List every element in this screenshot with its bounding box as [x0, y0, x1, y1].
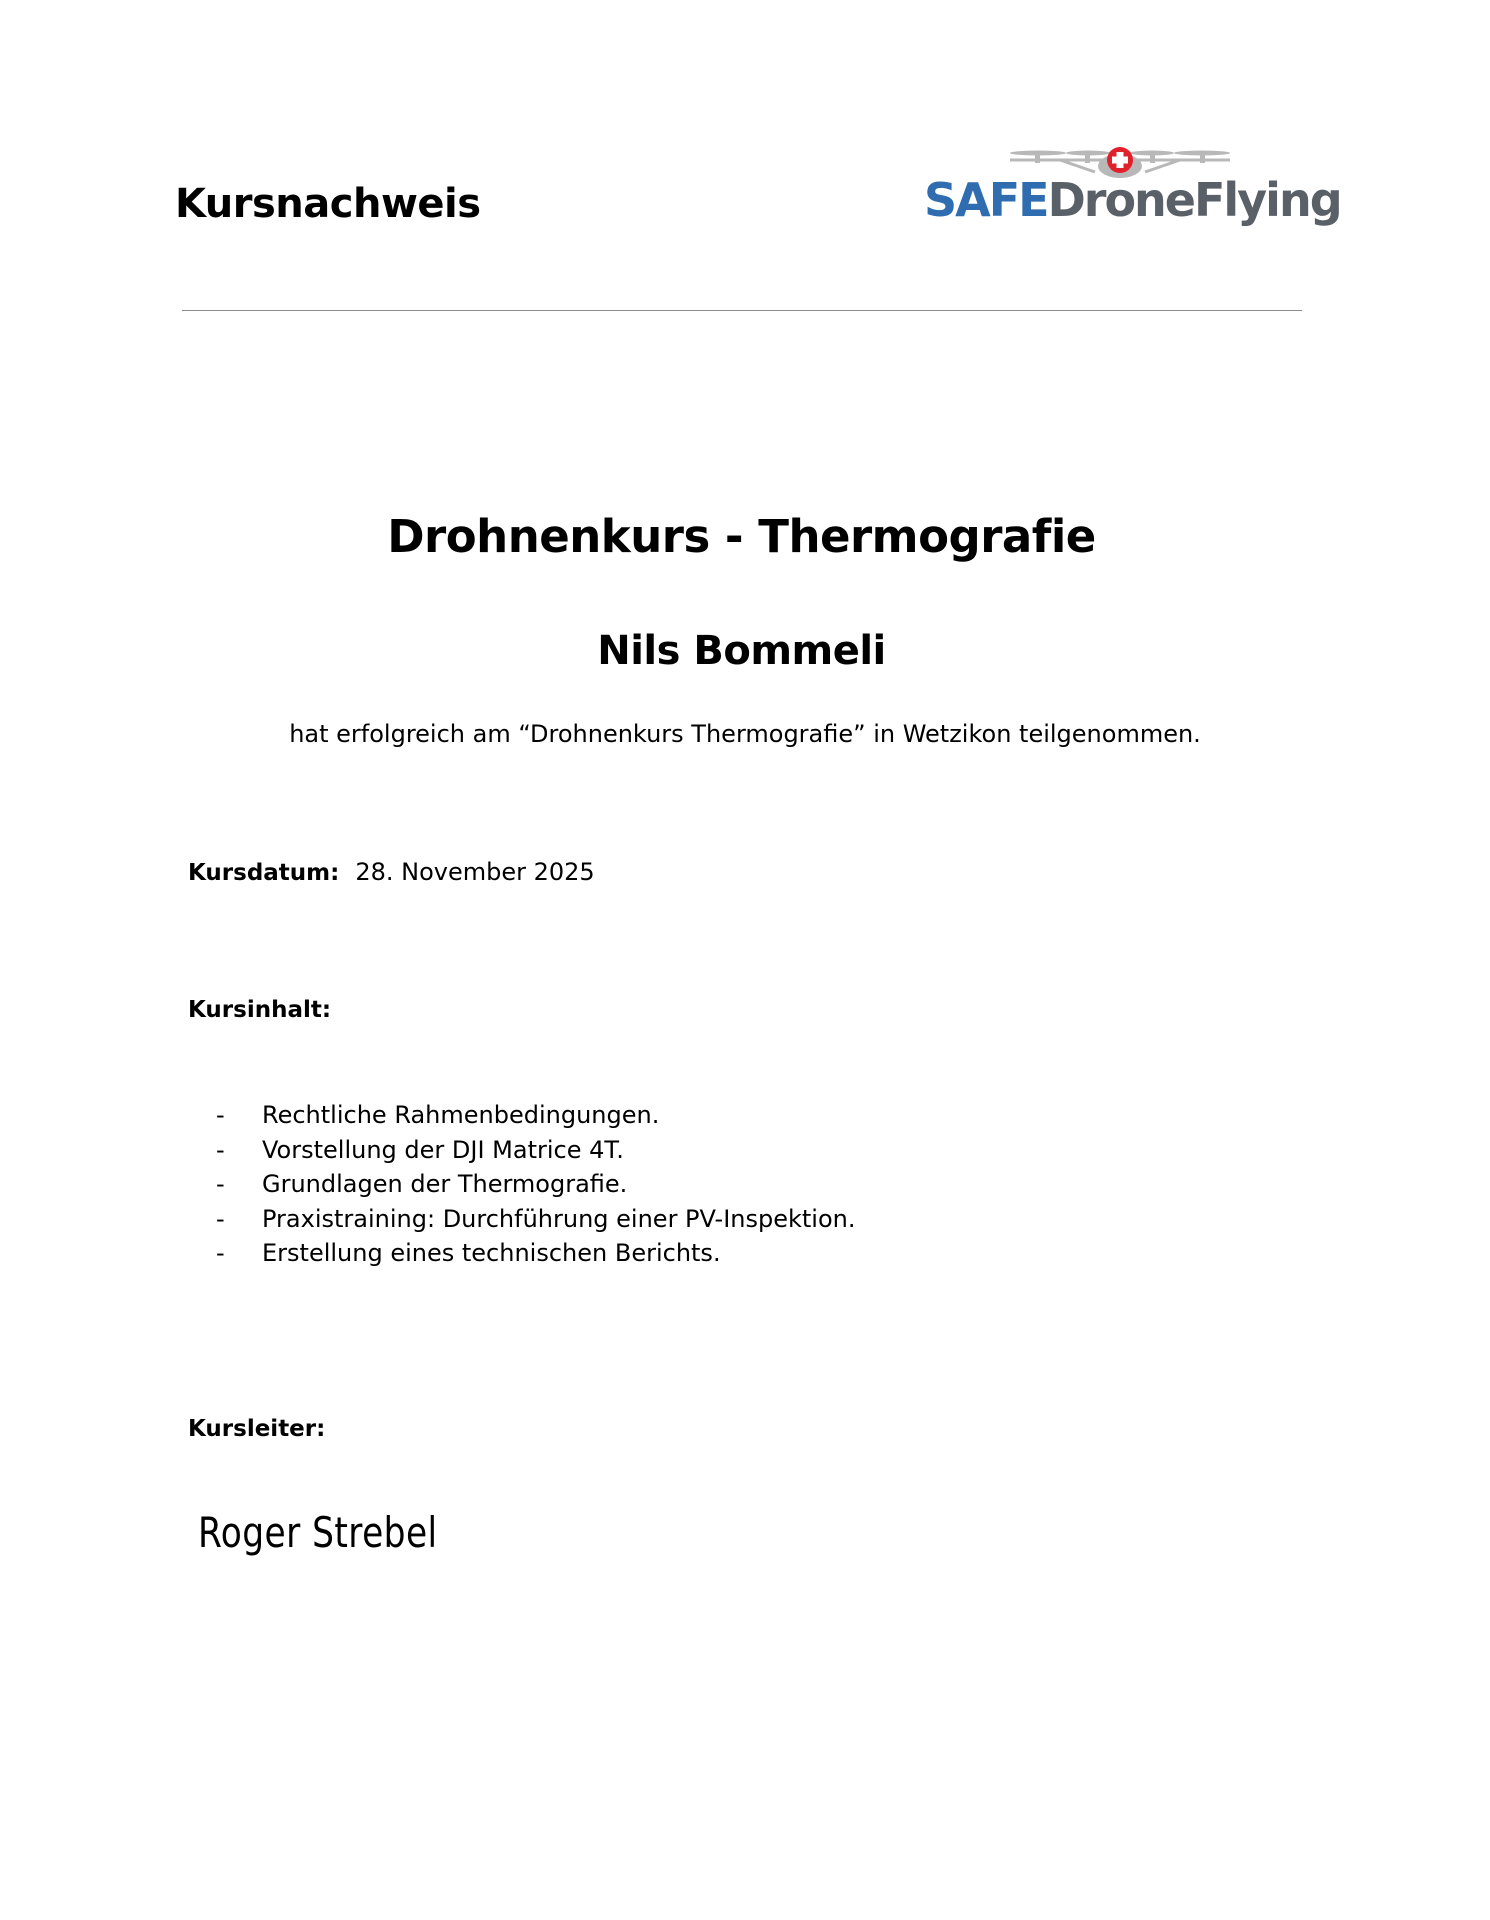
- course-date-value: 28. November 2025: [355, 858, 595, 886]
- logo-text-droneflying: DroneFlying: [1047, 173, 1341, 227]
- list-item-text: Erstellung eines technischen Berichts.: [262, 1239, 721, 1267]
- drone-with-swiss-cross-icon: [920, 138, 1341, 228]
- bullet-dash: -: [216, 1101, 225, 1129]
- list-item-text: Grundlagen der Thermografie.: [262, 1170, 628, 1198]
- header-divider: [182, 310, 1302, 311]
- list-item: [216, 1098, 856, 1133]
- course-date-label: Kursdatum:: [188, 860, 340, 886]
- course-date-row: [188, 858, 595, 886]
- bullet-dash: -: [216, 1239, 225, 1267]
- list-item-text: Praxistraining: Durchführung einer PV-Inspektion.: [262, 1204, 856, 1233]
- course-title: Drohnenkurs - Thermografie: [387, 510, 1096, 563]
- list-item: [216, 1236, 856, 1271]
- bullet-dash: -: [216, 1135, 225, 1164]
- course-content-list: [216, 1098, 856, 1271]
- participant-name: Nils Bommeli: [597, 628, 886, 674]
- course-leader-signature: Roger Strebel: [198, 1508, 438, 1557]
- list-item: [216, 1167, 856, 1202]
- logo-text-safe: SAFE: [924, 173, 1048, 227]
- list-item-text: Rechtliche Rahmenbedingungen.: [262, 1101, 660, 1129]
- bullet-dash: -: [216, 1170, 225, 1198]
- list-item-text: Vorstellung der DJI Matrice 4T.: [262, 1135, 624, 1164]
- svg-text:SAFEDroneFlying: [924, 173, 1341, 227]
- course-leader-label: Kursleiter:: [188, 1416, 326, 1442]
- bullet-dash: -: [216, 1204, 225, 1233]
- completion-statement: hat erfolgreich am “Drohnenkurs Thermografie” in Wetzikon teilgenommen.: [289, 720, 1201, 748]
- list-item: [216, 1202, 856, 1237]
- safe-drone-flying-logo: [920, 138, 1341, 228]
- list-item: [216, 1133, 856, 1168]
- course-content-label: Kursinhalt:: [188, 997, 332, 1023]
- page-title: Kursnachweis: [175, 181, 481, 227]
